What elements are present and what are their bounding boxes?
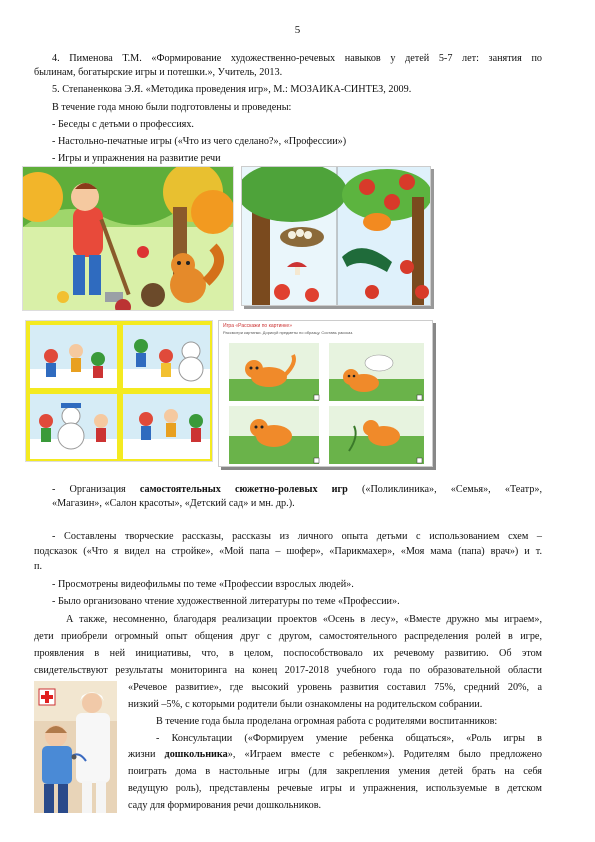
illustration-winter-cards (25, 320, 213, 462)
parents-bold: дошкольника (164, 749, 228, 760)
worksheet-cats (218, 320, 433, 467)
photo-children-doctor (34, 681, 117, 813)
reference-5: 5. Степаненкова Э.Я. «Методика проведения игр», М.: МОЗАИКА-СИНТЕЗ, 2009. (52, 84, 412, 95)
parents-line2: жизни дошкольника», «Играем вместе с ребенком»). Родителям было предложено (128, 749, 543, 760)
reference-4-line2: былинам, богатырские игры и потешки.», Учитель, 2013. (34, 67, 283, 78)
parents-line1: - Консультации («Формируем умение ребенка общаться», «Роль игры в (156, 733, 542, 744)
parents-line4: ведущую роль), представлены речевые игры и упражнения, используемые в детском (128, 783, 542, 794)
stories-line1: - Составлены творческие рассказы, рассказы из личного опыта детьми с использованием схем – (52, 531, 542, 542)
worksheet-caption: Игра «Расскажи по картинке» (223, 323, 292, 329)
worksheet-instructions: Рассмотри картинки. Дорисуй предметы по образцу. Составь рассказ. (223, 330, 354, 335)
parents-intro: В течение года была проделана огромная работа с родителями воспитанников: (156, 716, 498, 727)
summary-line4: свидетельствуют результаты мониторинга на конец 2017-2018 учебного года по образовательной области (34, 665, 542, 676)
summary-line1: А также, несомненно, благодаря реализации проектов «Осень в лесу», «Вместе дружно мы играем», (66, 614, 542, 625)
summary-line5: «Речевое развитие», где высокий уровень развития составил 75%, средний 20%, а (128, 682, 542, 693)
summary-line2: дети приобрели огромный опыт общения друг с другом, самостоятельного распределения ролей в игре, (34, 631, 542, 642)
reference-4-line1: 4. Пименова Т.М. «Формирование художественно-речевых навыков у детей 5-7 лет: занятия по (52, 53, 542, 64)
list-item: - Просмотрены видеофильмы по теме «Профессии взрослых людей». (52, 579, 354, 590)
page-number: 5 (294, 24, 301, 36)
illustration-boy-squirrel (22, 166, 234, 311)
roleplay-line1: - Организация самостоятельных сюжетно-ролевых игр («Поликлиника», «Семья», «Театр», (52, 484, 542, 495)
parents-line5: саду для формирования речи дошкольников. (128, 800, 322, 811)
summary-line6: низкий –5%, с которыми родители были ознакомлены на родительском собрании. (128, 699, 483, 710)
list-item: - Настольно-печатные игры («Что из чего сделано?», «Профессии») (52, 136, 347, 147)
summary-line3: проявления в ней инициативы, что, в целом, поспособствовало их речевому развитию. Об этом (34, 648, 542, 659)
roleplay-bold: самостоятельных сюжетно-ролевых игр (139, 484, 348, 495)
intro-text: В течение года мною были подготовлены и проведены: (52, 102, 292, 113)
list-item: - Беседы с детьми о профессиях. (52, 119, 194, 130)
list-item: - Было организовано чтение художественной литературы по теме «Профессии». (52, 596, 400, 607)
parents-line3: поиграть дома в настольные игры (для закрепления умения детей брать на себя (128, 766, 542, 777)
stories-line2: подсказок («Что я видел на стройке», «Мой папа – шофер», «Парикмахер», «Моя мама (папа) врач») и т. (34, 546, 542, 557)
stories-line3: п. (34, 561, 42, 572)
illustration-tree-nest (241, 166, 431, 306)
roleplay-line2: «Магазин», «Салон красоты», «Детский сад» и мн. др.). (52, 498, 295, 509)
list-item: - Игры и упражнения на развитие речи (52, 153, 221, 164)
